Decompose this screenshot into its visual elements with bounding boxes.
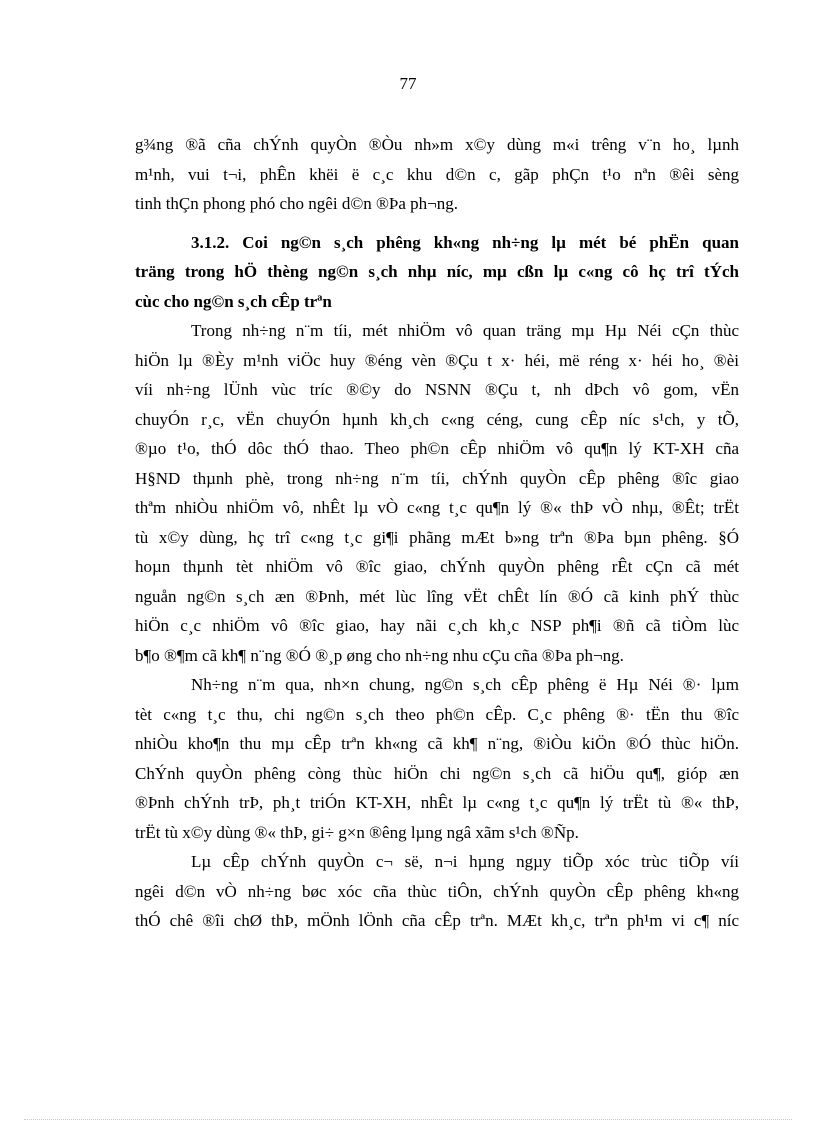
text-line: m¹nh, vui t¬i, phÊn khëi ë c¸c khu d©n c, gãp phÇn t¹o nªn ®êi sèng — [135, 164, 739, 184]
heading-line: cùc cho ng©n s¸ch cÊp trªn — [135, 291, 332, 311]
text-line: nhiÒu kho¶n thu mµ cÊp trªn kh«ng cã kh¶ n¨ng, ®iÒu kiÖn ®Ó thùc hiÖn. — [135, 734, 739, 753]
text-line: hoµn thµnh tèt nhiÖm vô ®îc giao, chÝnh quyÒn phêng rÊt cÇn cã mét — [135, 557, 739, 576]
heading-line: 3.1.2. Coi ng©n s¸ch phêng kh«ng nh÷ng lµ mét bé phËn quan — [191, 232, 739, 252]
text-line: nguån ng©n s¸ch æn ®Þnh, mét lùc lîng vËt chÊt lín ®Ó cã kinh phÝ thùc — [135, 586, 739, 606]
paragraph-continuation — [135, 130, 739, 219]
text-line: tù x©y dùng, hç trî c«ng t¸c gi¶i phãng mÆt b»ng trªn ®Þa bµn phêng. §Ó — [135, 527, 739, 547]
text-line: thªm nhiÒu nhiÖm vô, nhÊt lµ vÒ c«ng t¸c qu¶n lý ®« thÞ vÒ nhµ, ®Êt; trËt — [135, 498, 739, 517]
text-line: H§ND thµnh phè, trong nh÷ng n¨m tíi, chÝnh quyÒn cÊp phêng ®îc giao — [135, 468, 739, 488]
page-number: 77 — [399, 74, 417, 93]
text-line: Lµ cÊp chÝnh quyÒn c¬ së, n¬i hµng ngµy tiÕp xóc trùc tiÕp víi — [191, 852, 739, 871]
text-line: g¾ng ®ã cña chÝnh quyÒn ®Òu nh»m x©y dùng m«i trêng v¨n ho¸ lµnh — [135, 135, 739, 154]
page-bottom-border — [24, 1119, 792, 1120]
text-line: víi nh÷ng lÜnh vùc tríc ®©y do NSNN ®Çu t, nh dÞch vô gom, vËn — [135, 380, 739, 399]
text-line: hiÖn c¸c nhiÖm vô ®îc giao, hay nãi c¸ch kh¸c NSP ph¶i ®ñ cã tiÒm lùc — [135, 616, 739, 635]
text-line: Nh÷ng n¨m qua, nh×n chung, ng©n s¸ch cÊp phêng ë Hµ Néi ®· lµm — [191, 675, 739, 694]
paragraph — [135, 316, 739, 670]
text-line: Trong nh÷ng n¨m tíi, mét nhiÖm vô quan träng mµ Hµ Néi cÇn thùc — [191, 321, 739, 340]
paragraph — [135, 670, 739, 847]
paragraph — [135, 847, 739, 936]
text-line: chuyÓn r¸c, vËn chuyÓn hµnh kh¸ch c«ng céng, cung cÊp níc s¹ch, y tÕ, — [135, 409, 739, 429]
text-line: ngêi d©n vÒ nh÷ng bøc xóc cña thùc tiÔn, chÝnh quyÒn cÊp phêng kh«ng — [135, 881, 739, 901]
text-line: ®Þnh chÝnh trÞ, ph¸t triÓn KT-XH, nhÊt lµ c«ng t¸c qu¶n lý trËt tù ®« thÞ, — [135, 793, 739, 812]
page-body — [135, 130, 739, 936]
heading-line: träng trong hÖ thèng ng©n s¸ch nhµ níc, mµ cßn lµ c«ng cô hç trî tÝch — [135, 262, 739, 281]
text-line: ChÝnh quyÒn phêng còng thùc hiÖn chi ng©n s¸ch cã hiÖu qu¶, gióp æn — [135, 763, 739, 783]
text-line: ®µo t¹o, thÓ dôc thÓ thao. Theo ph©n cÊp nhiÖm vô qu¶n lý KT-XH cña — [135, 439, 739, 458]
text-line: tèt c«ng t¸c thu, chi ng©n s¸ch theo ph©n cÊp. C¸c phêng ®· tËn thu ®îc — [135, 704, 739, 724]
text-line: b¶o ®¶m cã kh¶ n¨ng ®Ó ®¸p øng cho nh÷ng nhu cÇu cña ®Þa ph¬ng. — [135, 645, 624, 665]
text-line: thÓ chê ®îi chØ thÞ, mÖnh lÖnh cña cÊp trªn. MÆt kh¸c, trªn ph¹m vi c¶ níc — [135, 911, 739, 930]
text-line: trËt tù x©y dùng ®« thÞ, gi÷ g×n ®êng lµng ngâ xãm s¹ch ®Ñp. — [135, 822, 579, 842]
text-line: tinh thÇn phong phó cho ngêi d©n ®Þa ph¬ng. — [135, 194, 458, 213]
section-heading — [135, 228, 739, 317]
text-line: hiÖn lµ ®Èy m¹nh viÖc huy ®éng vèn ®Çu t x· héi, më réng x· héi ho¸ ®èi — [135, 350, 739, 370]
